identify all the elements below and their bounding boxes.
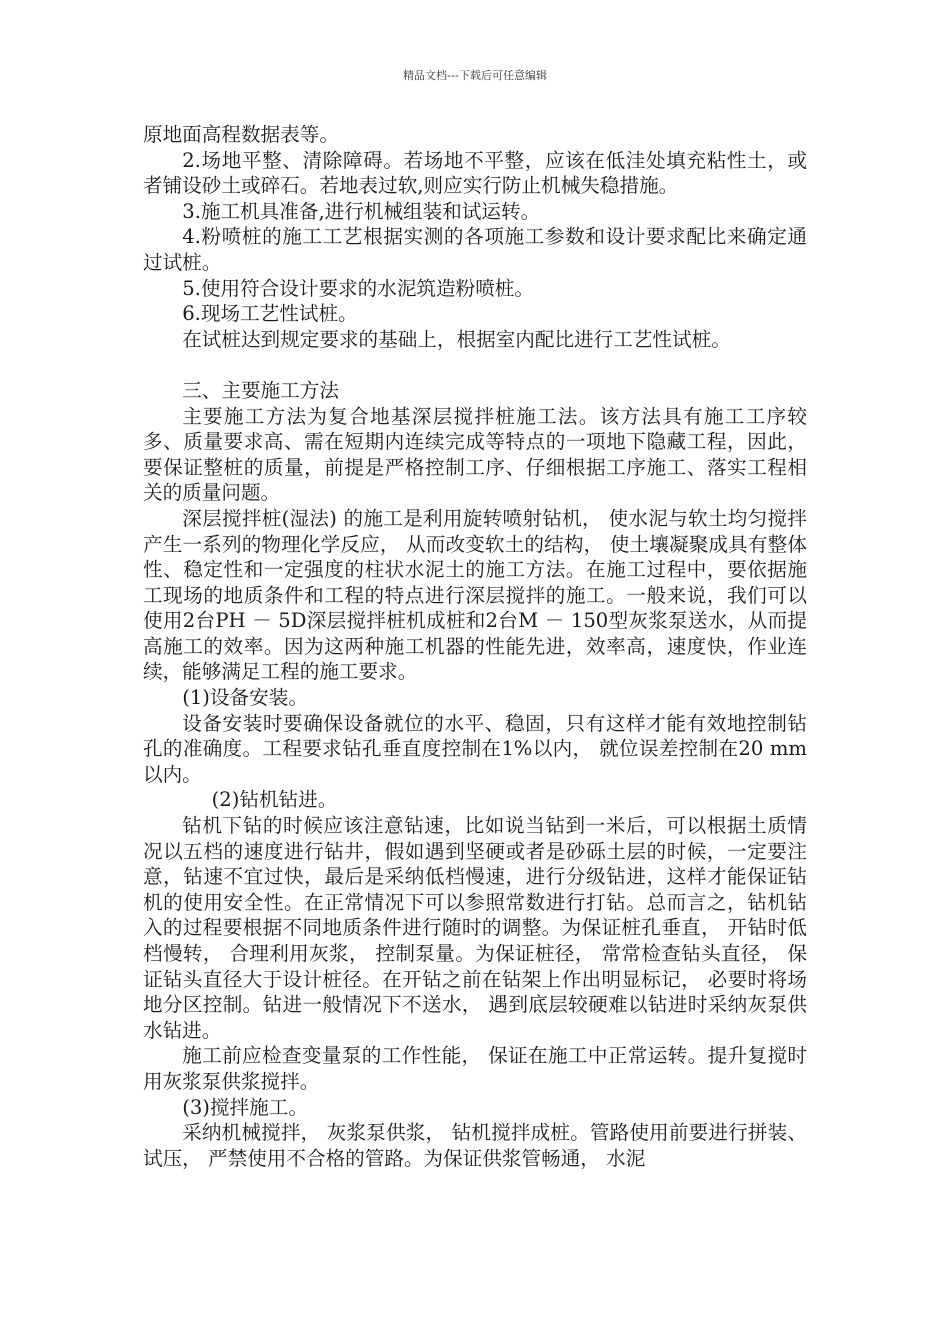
document-body [143,122,807,1171]
paragraph-survey-data: 原地面高程数据表等。 [143,123,339,146]
paragraph-process-test: 4.粉喷桩的施工工艺根据实测的各项施工参数和设计要求配比来确定通过试桩。 [143,225,807,274]
paragraph-equipment-prep: 3.施工机具准备,进行机械组装和试运转。 [182,199,541,223]
paragraph-deep-mixing: 深层搅拌桩(湿法) 的施工是利用旋转喷射钻机， 使水泥与软土均匀搅拌产生一系列的物理化学反应， 从而改变软土的结构， 使土壤凝聚成具有整体性、稳定性和一定强度的柱状水泥土的施工方法。在施工过程中，要依据施工现场的地质条件和工程的特点进行深层搅拌的施工。一般来说，我们可以使用2台PH － 5D深层搅拌桩机成桩和2台M － 150型灰浆泵送水，从而提高施工的效率。因为这两种施工机器的性能先进，效率高，速度快，作业连续，能够满足工程的施工要求。 [143,506,807,684]
paragraph-drilling: 钻机下钻的时候应该注意钻速，比如说当钻到一米后，可以根据土质情况以五档的速度进行钻井，假如遇到坚硬或者是砂砾土层的时候，一定要注意，钻速不宜过快，最后是采纳低档慢速，进行分级钻进，这样才能保证钻机的使用安全性。在正常情况下可以参照常数进行打钻。总而言之，钻机钻入的过程要根据不同地质条件进行随时的调整。为保证桩孔垂直， 开钻时低档慢转， 合理利用灰浆， 控制泵量。为保证桩径， 常常检查钻头直径， 保证钻头直径大于设计桩径。在开钻之前在钻架上作出明显标记， 必要时将场地分区控制。钻进一般情况下不送水， 遇到底层较硬难以钻进时采纳灰泵供水钻进。 [143,814,807,1042]
subheading-mixing: (3)搅拌施工。 [182,1095,308,1119]
paragraph-site-leveling: 2.场地平整、清除障碍。若场地不平整，应该在低洼处填充粘性土，或者铺设砂土或碎石。若地表过软,则应实行防止机械失稳措施。 [143,148,807,198]
blank-line [143,352,807,378]
paragraph-mixing: 采纳机械搅拌， 灰浆泵供浆， 钻机搅拌成桩。管路使用前要进行拼装、试压， 严禁使用不合格的管路。为保证供浆管畅通， 水泥 [143,1121,807,1170]
paragraph-field-test: 6.现场工艺性试桩。 [182,302,358,326]
paragraph-test-pile: 在试桩达到规定要求的基础上，根据室内配比进行工艺性试桩。 [182,327,731,351]
section-heading-main-methods: 三、主要施工方法 [182,378,339,402]
subheading-drilling: (2)钻机钻进。 [211,788,338,812]
paragraph-cement-use: 5.使用符合设计要求的水泥筑造粉喷桩。 [182,276,534,300]
paragraph-composite-foundation: 主要施工方法为复合地基深层搅拌桩施工法。该方法具有施工工序较多、质量要求高、需在短期内连续完成等特点的一项地下隐藏工程，因此，要保证整桩的质量，前提是严格控制工序、仔细根据工序施工、落实工程相关的质量问题。 [143,404,807,505]
page-header: 精品文档---下载后可任意编辑 [403,69,547,82]
paragraph-pump-check: 施工前应检查变量泵的工作性能， 保证在施工中正常运转。提升复搅时用灰浆泵供浆搅拌。 [143,1044,807,1093]
subheading-equipment-install: (1)设备安装。 [182,686,308,710]
paragraph-equipment-install: 设备安装时要确保设备就位的水平、稳固，只有这样才能有效地控制钻孔的准确度。工程要求钻孔垂直度控制在1%以内， 就位误差控制在20 mm 以内。 [143,711,807,786]
